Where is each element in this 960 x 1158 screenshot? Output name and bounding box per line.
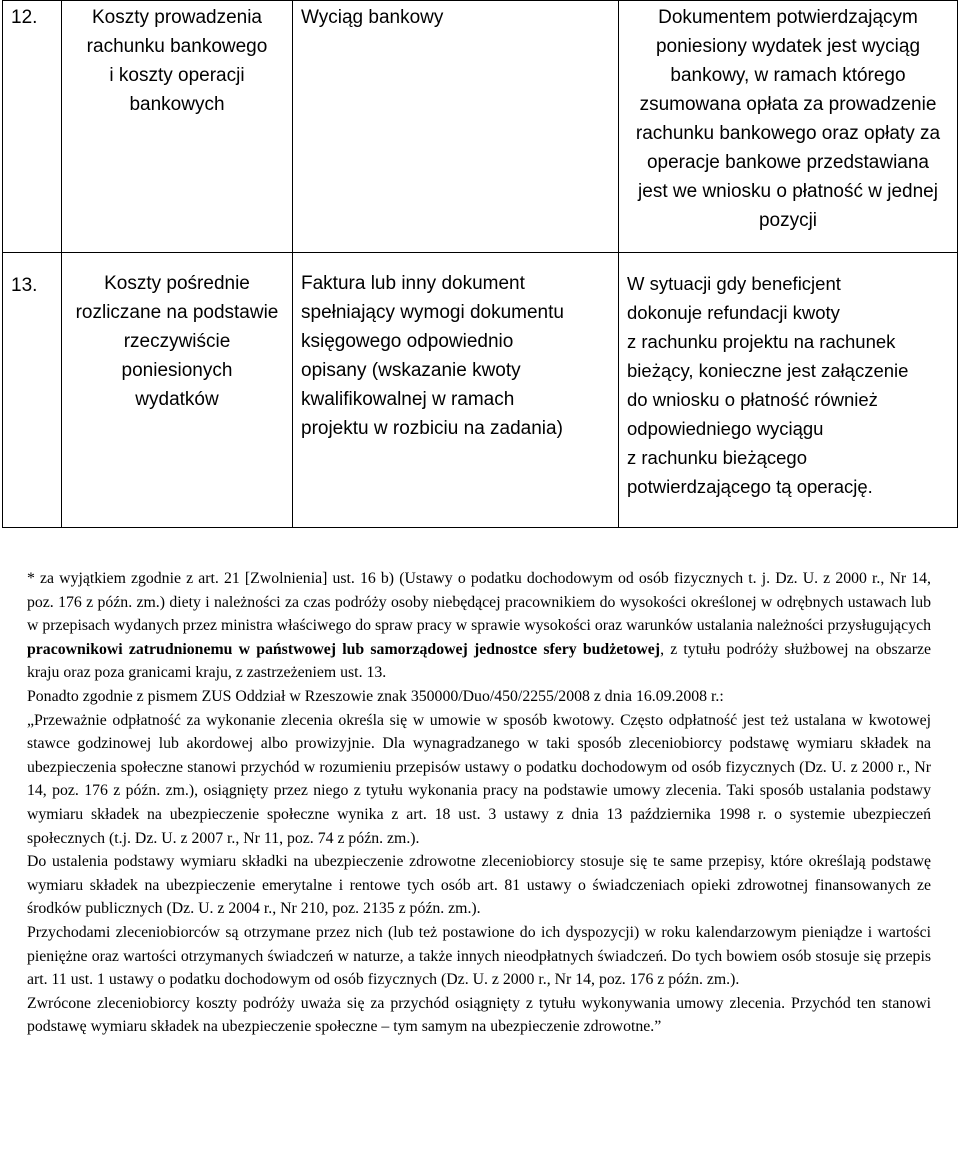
description-text: Dokumentem potwierdzającym poniesiony wydatek jest wyciąg bankowy, w ramach którego zsumowana opłata za prowadzenie rachunku bankowego oraz opłaty za operacje bankowe przedstawiana jest we wniosku o płatność w jednej pozycji <box>635 7 941 231</box>
expense-table <box>2 0 958 528</box>
description-cell <box>619 253 958 528</box>
quote-paragraph: Przychodami zleceniobiorców są otrzymane przez nich (lub też postawione do ich dyspozycji) w roku kalendarzowym pieniądze i wartości pieniężne oraz wartości otrzymanych świadczeń w naturze, a także innych nieodpłatnych świadczeń. Do tych bowiem osób stosuje się przepis art. 11 ust. 1 ustawy o podatku dochodowym od osób fizycznych (Dz. U. z 2000 r., Nr 14, poz. 176 z późn. zm.). <box>27 923 931 989</box>
row-number: 12. <box>3 1 62 253</box>
cost-name-cell <box>62 1 293 253</box>
cost-name-cell <box>62 253 293 528</box>
footnotes <box>27 567 931 1039</box>
cost-name: Koszty pośrednie rozliczane na podstawie rzeczywiście poniesionych wydatków <box>75 273 279 410</box>
footnote-asterisk: * za wyjątkiem zgodnie z art. 21 [Zwolnienia] ust. 16 b) (Ustawy o podatku dochodowym od osób fizycznych t. j. Dz. U. z 2000 r., Nr 14, poz. 176 z późn. zm.) diety i należności za czas podróży osoby niebędącej pracownikiem do wysokości określonej w odrębnych ustawach lub w przepisach wydanych przez ministra właściwego do spraw pracy w sprawie wysokości oraz warunków ustalania należności przysługujących pracownikowi zatrudnionemu w państwowej lub samorządowej jednostce sfery budżetowej, z tytułu podróży służbowej na obszarze kraju oraz poza granicami kraju, z zastrzeżeniem ust. 13. <box>27 570 931 682</box>
table-row <box>3 1 958 253</box>
quote-paragraph: „Przeważnie odpłatność za wykonanie zlecenia określa się w umowie w sposób kwotowy. Często odpłatność jest też ustalana w kwotowej stawce godzinowej lub akordowej albo prowizyjnie. Dla wynagradzanego w taki sposób zleceniobiorcy podstawę wymiaru składek na ubezpieczenia społeczne stanowi przychód w rozumieniu przepisów ustawy o podatku dochodowym od osób fizycznych (Dz. U. z 2000 r., Nr 14, poz. 176 z późn. zm.), osiągnięty przez niego z tytułu wykonania pracy na podstawie umowy zlecenia. Taki sposób ustalania podstawy wymiaru składek na ubezpieczenie społeczne wynika z art. 18 ust. 3 ustawy z dnia 13 października 1998 r. o systemie ubezpieczeń społecznych (t.j. Dz. U. z 2007 r., Nr 11, poz. 74 z późn. zm.). <box>27 711 931 847</box>
document-cell <box>293 253 619 528</box>
row-number: 13. <box>3 253 62 528</box>
quote-paragraph: Zwrócone zleceniobiorcy koszty podróży uważa się za przychód osiągnięty z tytułu wykonywania umowy zlecenia. Przychód ten stanowi podstawę wymiaru składek na ubezpieczenie społeczne – tym samym na ubezpieczenie zdrowotne.” <box>27 994 931 1036</box>
quote-paragraph: Do ustalenia podstawy wymiaru składki na ubezpieczenie zdrowotne zleceniobiorcy stosuje się te same przepisy, które określają podstawę wymiaru składek na ubezpieczenie emerytalne i rentowe tych osób art. 81 ustawy o świadczeniach opieki zdrowotnej finansowanych ze środków publicznych (Dz. U. z 2004 r., Nr 210, poz. 2135 z późn. zm.). <box>27 853 931 918</box>
document-type: Wyciąg bankowy <box>301 7 444 28</box>
document-cell <box>293 1 619 253</box>
description-cell <box>619 1 958 253</box>
document-type: Faktura lub inny dokument spełniający wymogi dokumentu księgowego odpowiednio opisany (wskazanie kwoty kwalifikowalnej w ramach projektu w rozbiciu na zadania) <box>301 273 564 439</box>
cost-name: Koszty prowadzenia rachunku bankowego i koszty operacji bankowych <box>86 7 268 115</box>
zus-letter-intro: Ponadto zgodnie z pismem ZUS Oddział w Rzeszowie znak 350000/Duo/450/2255/2008 z dnia 16.09.2008 r.: <box>27 687 724 705</box>
table-row <box>3 253 958 528</box>
description-text: W sytuacji gdy beneficjent dokonuje refundacji kwoty z rachunku projektu na rachunek bieżący, konieczne jest załączenie do wniosku o płatność również odpowiedniego wyciągu z rachunku bieżącego potwierdzającego tą operację. <box>627 273 909 497</box>
